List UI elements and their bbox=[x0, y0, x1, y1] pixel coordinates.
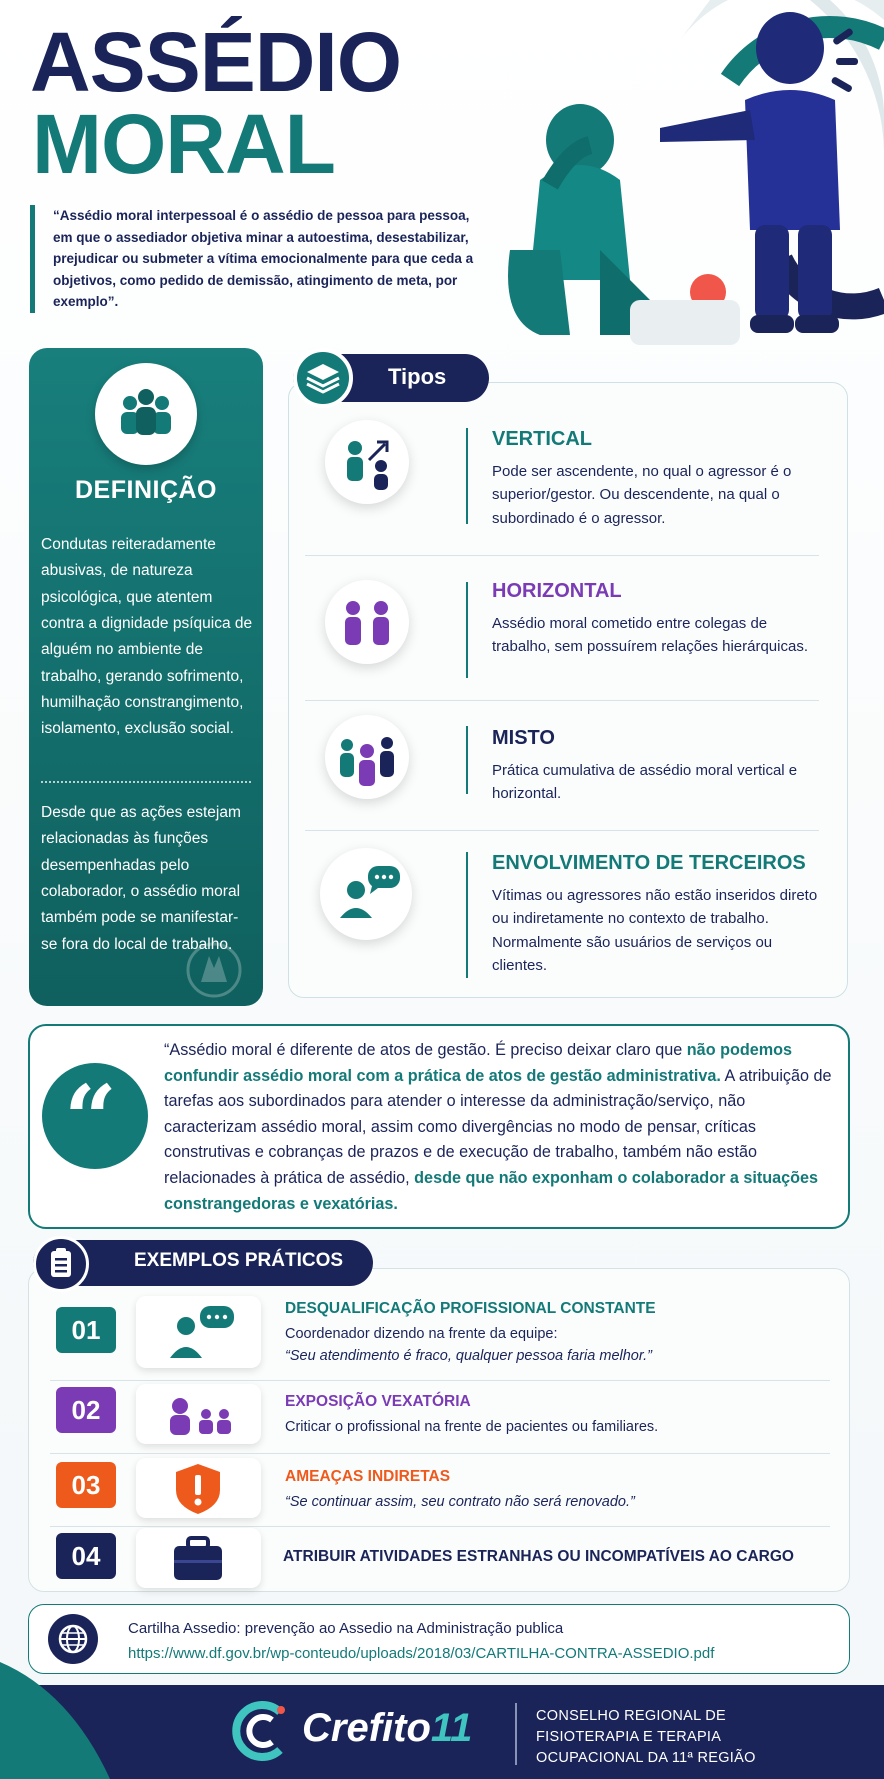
vertical-hierarchy-icon bbox=[325, 420, 409, 504]
footer-logo bbox=[302, 1706, 472, 1751]
layers-icon bbox=[293, 348, 353, 408]
type-terceiros-desc: Vítimas ou agressores não estão inseridos direto ou indiretamente no contexto de trabalho. Normalmente são usuários de serviços ou clientes. bbox=[492, 887, 818, 974]
row-separator bbox=[305, 555, 819, 556]
example-3-quote: “Se continuar assim, seu contrato não será renovado.” bbox=[285, 1494, 635, 1510]
example-3-title: AMEAÇAS INDIRETAS bbox=[285, 1468, 451, 1485]
group-people-icon bbox=[95, 363, 197, 465]
example-1-title: DESQUALIFICAÇÃO PROFISSIONAL CONSTANTE bbox=[285, 1300, 656, 1317]
warning-shield-icon bbox=[136, 1458, 261, 1518]
row-separator bbox=[305, 700, 819, 701]
example-number-02: 02 bbox=[56, 1387, 116, 1433]
type-terceiros-title: ENVOLVIMENTO DE TERCEIROS bbox=[492, 852, 806, 874]
example-number-01: 01 bbox=[56, 1307, 116, 1353]
clipboard-icon bbox=[33, 1236, 89, 1292]
example-2-title: EXPOSIÇÃO VEXATÓRIA bbox=[285, 1393, 471, 1410]
person-chat-icon bbox=[320, 848, 412, 940]
divider-bar bbox=[466, 582, 468, 678]
misto-icon-circle bbox=[325, 715, 409, 799]
example-1-quote: “Seu atendimento é fraco, qualquer pessoa faria melhor.” bbox=[285, 1348, 653, 1364]
type-misto-title: MISTO bbox=[492, 727, 555, 749]
definition-text: Condutas reiteradamente abusivas, de natureza psicológica, que atentem contra a dignidade psíquica de alguém no ambiente de trabalho, gerando sofrimento, humilhação constrangimento, isolamento, exclusão social. bbox=[41, 536, 253, 738]
quote-text bbox=[164, 1038, 836, 1217]
definition-divider bbox=[41, 781, 251, 783]
example-icon-box bbox=[136, 1384, 261, 1444]
footer-organization: CONSELHO REGIONAL DE FISIOTERAPIA E TERAPIA OCUPACIONAL DA 11ª REGIÃO bbox=[536, 1708, 756, 1767]
quote-part-2: A atribuição de tarefas aos subordinados para atender o interesse da administração/serviço, não caracterizam assédio moral, assim como divergências no modo de pensar, críticas construtivas e cobranças de prazos e de execução de trabalho, também não estão relacionades à prática de assédio, bbox=[164, 1066, 832, 1187]
quote-highlight-2: desde que não exponham o colaborador a situações constrangedoras e vexatórias. bbox=[164, 1168, 819, 1213]
footer-divider bbox=[515, 1703, 517, 1765]
crefito-logo-icon bbox=[228, 1698, 294, 1764]
example-number-03: 03 bbox=[56, 1462, 116, 1508]
footer-wave-decoration bbox=[0, 1662, 140, 1779]
type-vertical-desc: Pode ser ascendente, no qual o agressor é o superior/gestor. Ou descendente, na qual o subordinado é o agressor. bbox=[492, 463, 792, 527]
mixed-group-icon bbox=[325, 715, 409, 799]
source-box bbox=[28, 1604, 850, 1674]
type-horizontal-title: HORIZONTAL bbox=[492, 580, 622, 602]
definition-icon-circle bbox=[95, 363, 197, 465]
type-vertical-title: VERTICAL bbox=[492, 428, 592, 450]
row-separator bbox=[50, 1526, 830, 1527]
row-separator bbox=[50, 1380, 830, 1381]
row-separator bbox=[50, 1453, 830, 1454]
title-line-2: MORAL bbox=[32, 97, 335, 191]
briefcase-icon bbox=[136, 1528, 261, 1588]
type-misto-desc: Prática cumulativa de assédio moral vertical e horizontal. bbox=[492, 762, 798, 803]
source-link[interactable]: https://www.df.gov.br/wp-conteudo/uploads/2018/03/CARTILHA-CONTRA-ASSEDIO.pdf bbox=[128, 1645, 715, 1662]
types-title: Tipos bbox=[388, 364, 447, 389]
definition-card bbox=[29, 348, 263, 1006]
example-4-title: ATRIBUIR ATIVIDADES ESTRANHAS OU INCOMPATÍVEIS AO CARGO bbox=[283, 1548, 794, 1565]
hero-illustration bbox=[480, 0, 884, 345]
aggressor-figure-icon bbox=[660, 12, 858, 333]
divider-bar bbox=[466, 852, 468, 978]
divider-bar bbox=[466, 428, 468, 524]
intro-quote: “Assédio moral interpessoal é o assédio de pessoa para pessoa, em que o assediador objetiva minar a autoestima, desestabilizar, prejudicar ou submeter a vítima emocionalmente para que ceda a objetivos, como pedido de demissão, atingimento de meta, por exemplo”. bbox=[30, 205, 480, 313]
logo-number: 11 bbox=[430, 1706, 473, 1750]
definition-note: Desde que as ações estejam relacionadas às funções desempenhadas pelo colaborador, o assédio moral também pode se manifestar-se fora do local de trabalho. bbox=[41, 804, 241, 953]
logo-word: Crefito bbox=[302, 1706, 431, 1750]
terceiros-icon-circle bbox=[320, 848, 412, 940]
audience-people-icon bbox=[136, 1384, 261, 1444]
person-speech-icon bbox=[136, 1296, 261, 1368]
quote-mark-icon bbox=[42, 1063, 148, 1169]
globe-icon bbox=[48, 1614, 98, 1664]
title-line-1: ASSÉDIO bbox=[30, 15, 402, 109]
horizontal-icon-circle bbox=[325, 580, 409, 664]
vertical-icon-circle bbox=[325, 420, 409, 504]
example-icon-box bbox=[136, 1296, 261, 1368]
definition-title: DEFINIÇÃO bbox=[75, 476, 217, 504]
svg-text:“: “ bbox=[64, 1065, 117, 1169]
quote-part-1: “Assédio moral é diferente de atos de gestão. É preciso deixar claro que bbox=[164, 1041, 687, 1059]
example-1-desc: Coordenador dizendo na frente da equipe: bbox=[285, 1326, 558, 1342]
divider-bar bbox=[466, 726, 468, 794]
example-icon-box bbox=[136, 1528, 261, 1588]
quote-highlight-1: não podemos confundir assédio moral com a prática de atos de gestão administrativa. bbox=[164, 1041, 793, 1085]
row-separator bbox=[305, 830, 819, 831]
example-icon-box bbox=[136, 1458, 261, 1518]
two-people-icon bbox=[325, 580, 409, 664]
example-2-desc: Criticar o profissional na frente de pacientes ou familiares. bbox=[285, 1419, 659, 1435]
example-number-04: 04 bbox=[56, 1533, 116, 1579]
type-horizontal-desc: Assédio moral cometido entre colegas de trabalho, sem possuírem relações hierárquicas. bbox=[492, 615, 808, 656]
source-title: Cartilha Assedio: prevenção ao Assedio na Administração publica bbox=[128, 1620, 564, 1637]
praying-hands-icon bbox=[179, 938, 249, 998]
examples-title: EXEMPLOS PRÁTICOS bbox=[134, 1250, 344, 1271]
